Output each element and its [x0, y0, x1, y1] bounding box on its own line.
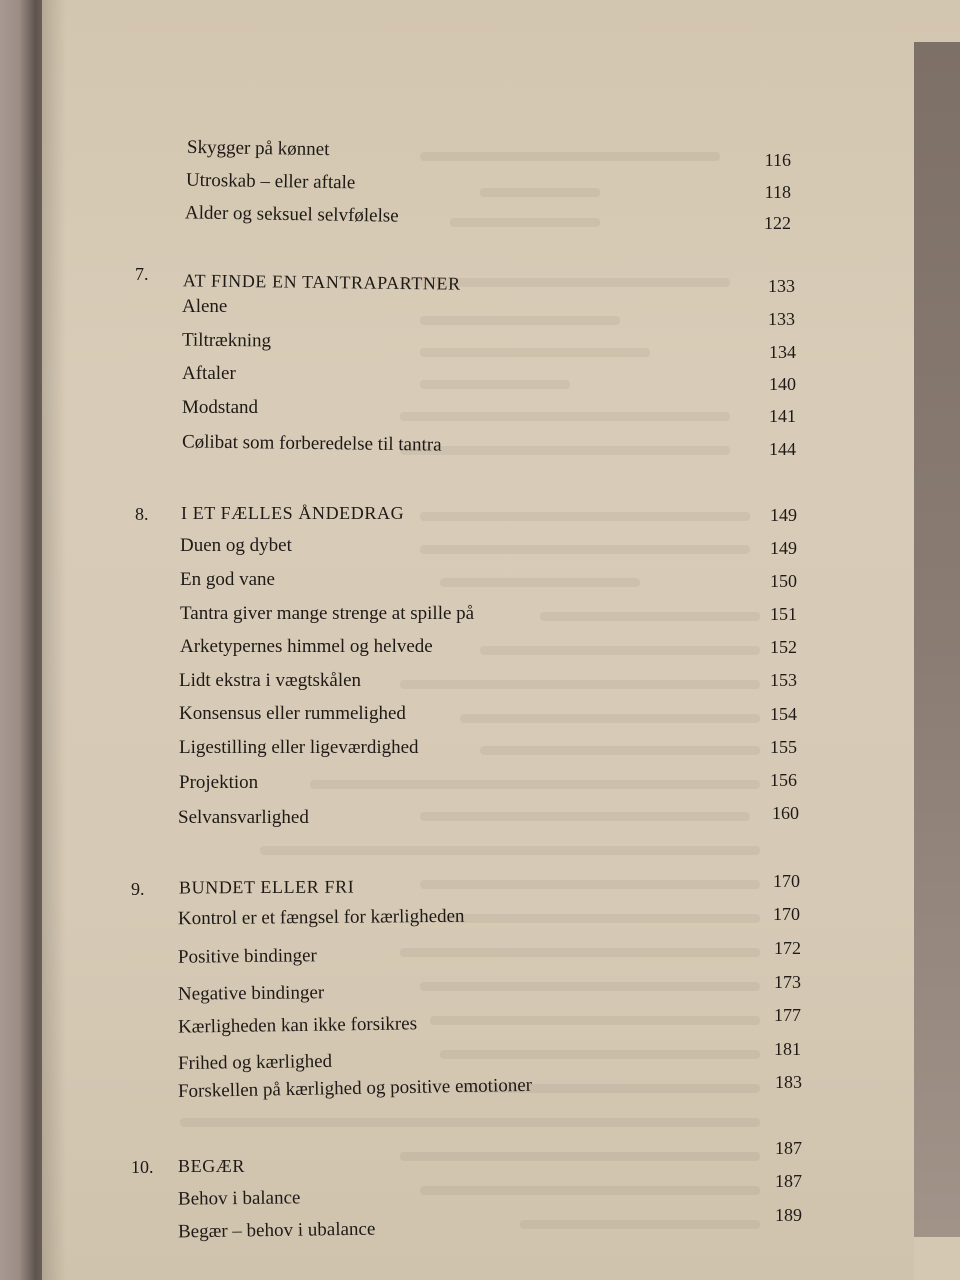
- toc-entry: Arketypernes himmel og helvede: [180, 636, 433, 657]
- toc-page-number: 153: [770, 670, 797, 690]
- chapter-page-number: 170: [773, 871, 800, 891]
- toc-entry: Duen og dybet: [180, 535, 292, 556]
- toc-entry: Frihed og kærlighed: [177, 1050, 333, 1075]
- toc-page-number: 144: [769, 439, 796, 459]
- toc-page-number: 172: [774, 938, 801, 958]
- toc-entry: Ligestilling eller ligeværdighed: [179, 737, 419, 758]
- toc-page-number: 155: [770, 737, 797, 757]
- toc-entry: Tantra giver mange strenge at spille på: [180, 603, 475, 624]
- toc-page-number: 183: [775, 1072, 802, 1092]
- toc-entry: Modstand: [182, 397, 258, 418]
- toc-page-number: 170: [773, 904, 800, 924]
- chapter-title: I ET FÆLLES ÅNDEDRAG: [181, 503, 405, 523]
- toc-page-number: 181: [774, 1039, 801, 1059]
- toc-entry: Projektion: [179, 772, 259, 793]
- chapter-title: AT FINDE EN TANTRAPARTNER: [182, 270, 461, 294]
- toc-entry: Behov i balance: [177, 1187, 301, 1210]
- toc-page-number: 156: [770, 770, 797, 790]
- toc-page-number: 140: [769, 374, 796, 394]
- toc-entry: Cølibat som forberedelse til tantra: [181, 431, 442, 456]
- toc-entry: Lidt ekstra i vægtskålen: [179, 670, 362, 691]
- toc-entry: Positive bindinger: [177, 945, 317, 968]
- chapter-page-number: 149: [770, 505, 797, 525]
- toc-page-number: 152: [770, 637, 797, 657]
- toc-entry: Selvansvarlighed: [178, 807, 309, 828]
- toc-page-number: 173: [774, 972, 801, 992]
- chapter-page-number: 187: [775, 1138, 802, 1158]
- toc-page-number: 116: [764, 150, 791, 170]
- toc-entry: Aftaler: [182, 363, 236, 384]
- toc-page-number: 189: [775, 1205, 802, 1225]
- toc-entry: Utroskab – eller aftale: [185, 169, 356, 194]
- chapter-title: BEGÆR: [178, 1156, 246, 1176]
- toc-page-number: 133: [768, 309, 795, 329]
- toc-page-number: 134: [769, 342, 796, 362]
- chapter-number: 10.: [131, 1157, 154, 1177]
- toc-page-number: 149: [770, 538, 797, 558]
- toc-entry: Begær – behov i ubalance: [177, 1218, 376, 1243]
- toc-entry: Alder og seksuel selvfølelse: [184, 202, 399, 227]
- toc-entry: En god vane: [180, 569, 275, 590]
- toc-entry: Skygger på kønnet: [186, 136, 330, 161]
- chapter-number: 8.: [135, 504, 149, 524]
- toc-page-number: 150: [770, 571, 797, 591]
- toc-entry: Tiltrækning: [181, 329, 272, 352]
- toc-entry: Konsensus eller rummelighed: [179, 703, 406, 724]
- chapter-number: 9.: [131, 879, 145, 899]
- toc-entry: Kontrol er et fængsel for kærligheden: [177, 905, 465, 930]
- chapter-title: BUNDET ELLER FRI: [178, 876, 355, 898]
- toc-entry: Kærligheden kan ikke forsikres: [177, 1013, 418, 1038]
- toc-entry: Alene: [182, 296, 228, 317]
- toc-page-number: 187: [775, 1171, 802, 1191]
- chapter-page-number: 133: [768, 276, 795, 296]
- toc-page-number: 122: [764, 213, 791, 233]
- toc-page-number: 151: [770, 604, 797, 624]
- toc-entry: Negative bindinger: [177, 982, 325, 1005]
- toc-entry: Forskellen på kærlighed og positive emotioner: [177, 1074, 533, 1102]
- toc-page-number: 160: [772, 803, 799, 823]
- toc-page-number: 154: [770, 704, 797, 724]
- toc-page-number: 141: [769, 406, 796, 426]
- toc-page-number: 118: [764, 182, 791, 202]
- chapter-number: 7.: [135, 264, 149, 284]
- toc-page-number: 177: [774, 1005, 801, 1025]
